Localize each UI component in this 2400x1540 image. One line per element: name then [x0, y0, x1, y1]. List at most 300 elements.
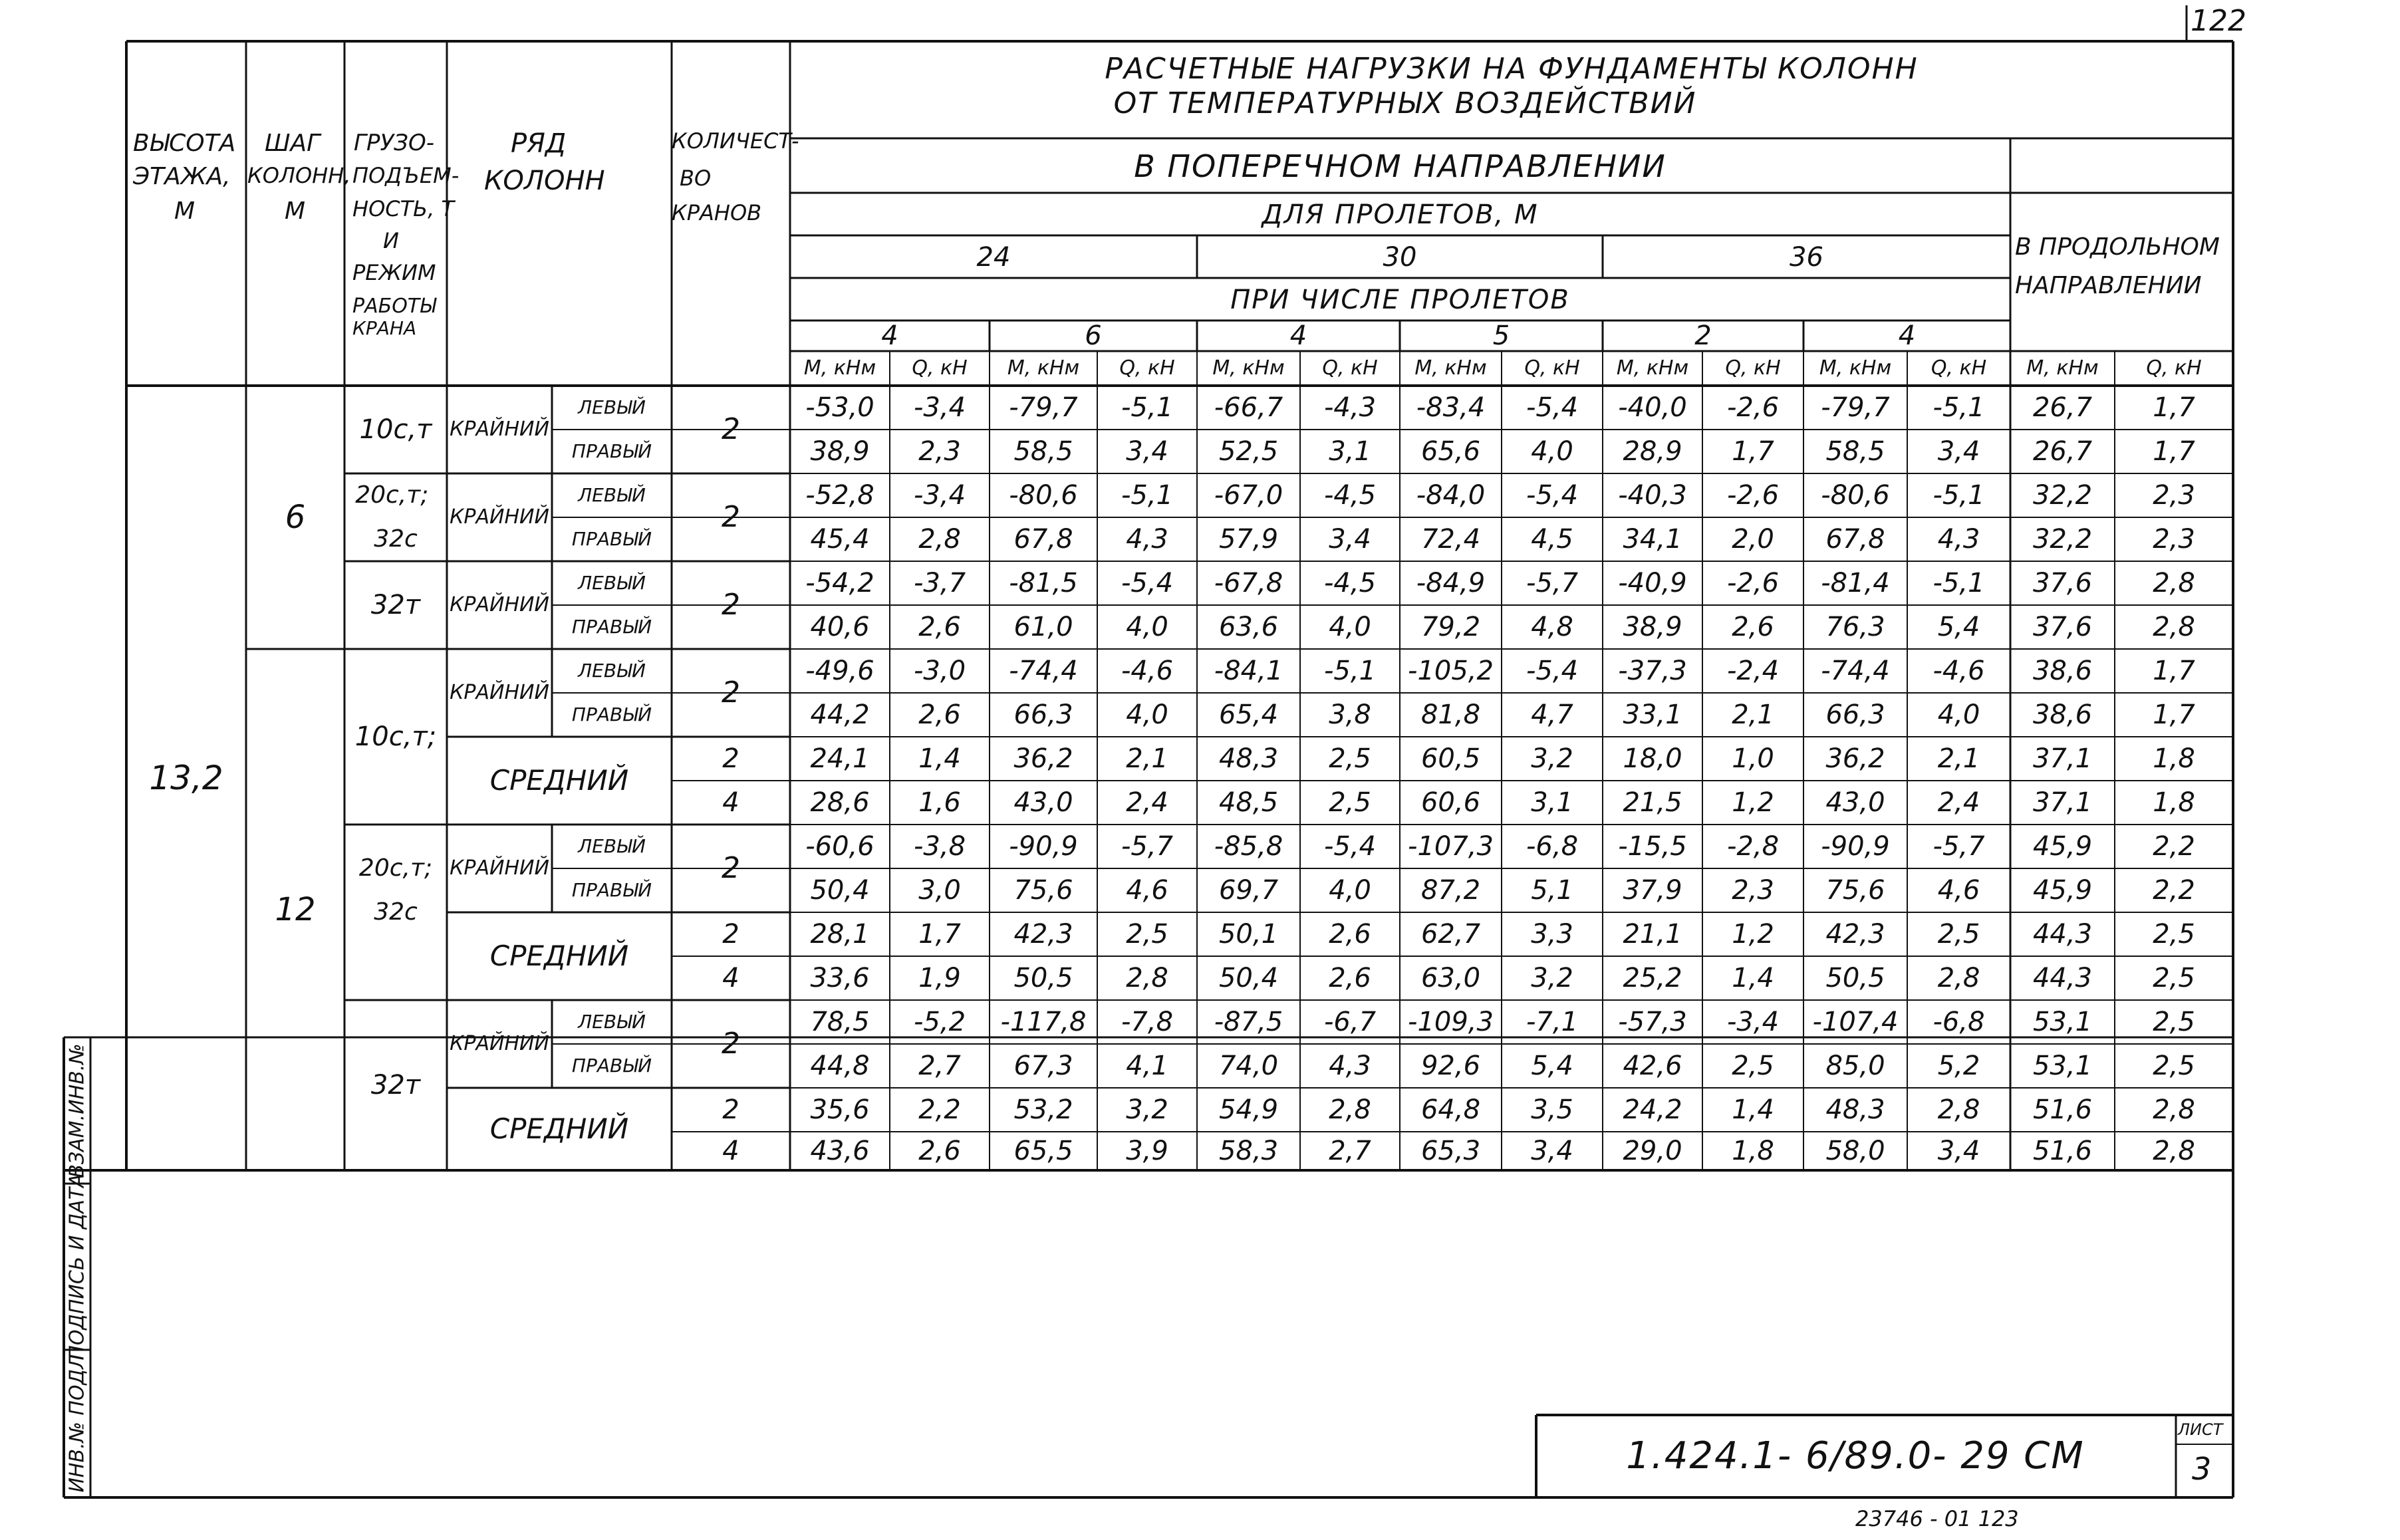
row-right: ПРАВЫЙ	[571, 440, 652, 462]
stamp-code: 1.424.1- 6/89.0- 29 СМ	[1626, 1434, 2085, 1477]
table-cell: 4,0	[1937, 700, 1980, 730]
table-cell: -4,5	[1323, 568, 1377, 598]
table-cell: 32,2	[2032, 480, 2093, 511]
side-label-signature: ПОДПИСЬ И ДАТА	[65, 1173, 89, 1360]
table-cell: -5,4	[1526, 392, 1579, 423]
table-cell: 1,6	[918, 787, 961, 818]
table-cell: -80,6	[1009, 480, 1078, 511]
unit-label: М, кНм	[1414, 356, 1487, 380]
table-cell: 4,6	[1126, 875, 1168, 906]
table-cell: 2,4	[1937, 787, 1980, 818]
height-value: 13,2	[149, 759, 223, 797]
table-cell: 60,6	[1420, 787, 1481, 818]
table-cell: 21,1	[1623, 919, 1682, 950]
table-cell: 3,1	[1329, 436, 1371, 467]
table-cell: 42,3	[1825, 919, 1885, 950]
table-cell: 52,5	[1218, 436, 1279, 467]
table-cell: 26,7	[2032, 436, 2093, 467]
span-count-value: 2	[1694, 321, 1712, 351]
row-left: ЛЕВЫЙ	[578, 660, 646, 682]
table-cell: 37,6	[2032, 612, 2093, 642]
table-cell: -117,8	[1000, 1007, 1087, 1037]
table-cell: 3,8	[1329, 700, 1371, 730]
table-cell: 2,8	[2153, 1094, 2195, 1125]
table-cell: 1,4	[1732, 963, 1774, 993]
capacity-value: 10с,т;	[354, 721, 437, 752]
table-cell: -5,1	[1121, 392, 1174, 423]
table-cell: 3,4	[1531, 1136, 1573, 1166]
table-cell: 3,2	[1126, 1094, 1168, 1125]
table-cell: 5,4	[1937, 612, 1980, 642]
table-cell: 4,0	[1126, 612, 1168, 642]
header-capacity-3: НОСТЬ, Т	[352, 196, 454, 221]
table-cell: 2,8	[1937, 1094, 1980, 1125]
table-cell: 35,6	[810, 1094, 870, 1125]
table-cell: 50,5	[1825, 963, 1885, 993]
unit-label: Q, кН	[1119, 356, 1175, 380]
table-cell: -2,8	[1726, 831, 1780, 862]
header-span-24: 24	[976, 242, 1011, 273]
table-cell: 1,7	[918, 919, 961, 950]
row-middle: СРЕДНИЙ	[489, 940, 629, 972]
unit-label: М, кНм	[2026, 356, 2099, 380]
table-cell: -81,5	[1009, 568, 1078, 598]
table-cell: 44,3	[2032, 963, 2093, 993]
table-cell: 2,1	[1937, 743, 1980, 774]
table-cell: -5,7	[1121, 831, 1174, 862]
table-cell: 1,0	[1732, 743, 1774, 774]
table-cell: 2,8	[2153, 612, 2195, 642]
unit-label: М, кНм	[1007, 356, 1080, 380]
table-cell: 2,6	[1329, 919, 1371, 950]
table-cell: 1,7	[2153, 392, 2195, 423]
table-cell: 44,8	[810, 1051, 870, 1081]
table-cell: 4,3	[1937, 524, 1980, 555]
step-value: 6	[285, 499, 306, 536]
crane-count: 2	[722, 851, 740, 885]
table-cell: 24,1	[810, 743, 870, 774]
table-cell: 53,2	[1013, 1094, 1073, 1125]
crane-count: 4	[722, 1136, 739, 1166]
side-label-replacement: ВЗАМ.ИНВ.№	[65, 1043, 89, 1178]
table-cell: 2,5	[2153, 1051, 2195, 1081]
header-row-1: РЯД	[511, 128, 567, 159]
table-cell: 3,4	[1126, 436, 1168, 467]
table-cell: -85,8	[1214, 831, 1283, 862]
table-cell: -2,6	[1726, 568, 1780, 598]
table-cell: -87,5	[1214, 1007, 1283, 1037]
table-cell: 50,4	[810, 875, 870, 906]
crane-count: 2	[722, 500, 740, 534]
table-cell: 1,7	[1732, 436, 1774, 467]
table-cell: -5,2	[913, 1007, 966, 1037]
header-step-2: КОЛОНН,	[247, 163, 351, 188]
span-count-value: 4	[881, 321, 898, 351]
table-cell: -79,7	[1009, 392, 1078, 423]
table-cell: 2,3	[2153, 524, 2195, 555]
row-extreme: КРАЙНИЙ	[450, 1032, 549, 1055]
table-cell: 34,1	[1623, 524, 1682, 555]
table-cell: 72,4	[1420, 524, 1481, 555]
span-count-value: 6	[1085, 321, 1102, 351]
table-cell: 65,4	[1218, 700, 1279, 730]
crane-count: 2	[722, 1027, 740, 1061]
table-cell: 2,5	[1937, 919, 1980, 950]
table-cell: 2,3	[918, 436, 961, 467]
table-cell: 1,2	[1732, 919, 1774, 950]
row-extreme: КРАЙНИЙ	[450, 856, 549, 880]
table-cell: 1,2	[1732, 787, 1774, 818]
table-cell: 44,3	[2032, 919, 2093, 950]
table-cell: 65,5	[1013, 1136, 1073, 1166]
table-cell: 51,6	[2032, 1136, 2093, 1166]
table-cell: 2,8	[1126, 963, 1168, 993]
table-cell: 28,6	[810, 787, 870, 818]
table-cell: 37,9	[1623, 875, 1682, 906]
table-cell: -54,2	[805, 568, 874, 598]
table-cell: -3,8	[913, 831, 966, 862]
table-cell: 65,6	[1420, 436, 1481, 467]
table-cell: 48,5	[1218, 787, 1279, 818]
crane-count: 2	[722, 743, 739, 774]
table-cell: 21,5	[1623, 787, 1682, 818]
row-right: ПРАВЫЙ	[571, 616, 652, 638]
table-cell: -84,9	[1416, 568, 1486, 598]
bottom-number: 23746 - 01 123	[1855, 1506, 2019, 1531]
header-step-3: М	[285, 197, 306, 225]
step-value: 12	[275, 891, 316, 928]
table-cell: 2,7	[918, 1051, 961, 1081]
table-cell: 4,7	[1531, 700, 1573, 730]
table-cell: 58,3	[1218, 1136, 1279, 1166]
span-count-value: 4	[1289, 321, 1307, 351]
table-cell: 58,0	[1825, 1136, 1885, 1166]
table-cell: 29,0	[1623, 1136, 1682, 1166]
table-cell: 58,5	[1825, 436, 1885, 467]
row-extreme: КРАЙНИЙ	[450, 681, 549, 704]
header-capacity-7: КРАНА	[352, 317, 417, 339]
table-cell: 60,5	[1420, 743, 1481, 774]
table-cell: -6,8	[1526, 831, 1579, 862]
table-cell: 4,6	[1937, 875, 1980, 906]
table-cell: 2,2	[918, 1094, 961, 1125]
table-cell: 3,9	[1126, 1136, 1168, 1166]
table-cell: -67,8	[1214, 568, 1283, 598]
table-cell: -84,1	[1214, 656, 1283, 686]
table-cell: 1,4	[918, 743, 961, 774]
table-cell: 3,2	[1531, 963, 1573, 993]
table-cell: 45,9	[2032, 875, 2093, 906]
table-cell: -37,3	[1618, 656, 1687, 686]
table-cell: 28,9	[1623, 436, 1682, 467]
row-middle: СРЕДНИЙ	[489, 1112, 629, 1145]
table-cell: 18,0	[1623, 743, 1682, 774]
table-cell: -40,9	[1618, 568, 1687, 598]
header-longitudinal-1: В ПРОДОЛЬНОМ	[2015, 233, 2220, 261]
table-cell: 2,8	[918, 524, 961, 555]
table-cell: 51,6	[2032, 1094, 2093, 1125]
unit-label: М, кНм	[1616, 356, 1689, 380]
capacity-value: 32т	[370, 590, 421, 620]
table-cell: -80,6	[1821, 480, 1890, 511]
table-cell: 75,6	[1013, 875, 1073, 906]
table-cell: 45,4	[810, 524, 870, 555]
table-cell: -5,7	[1933, 831, 1985, 862]
table-cell: 43,6	[810, 1136, 870, 1166]
table-cell: 4,3	[1126, 524, 1168, 555]
table-cell: 2,2	[2153, 831, 2195, 862]
table-cell: 26,7	[2032, 392, 2093, 423]
header-height-2: ЭТАЖА,	[133, 163, 231, 190]
table-cell: 3,4	[1937, 436, 1980, 467]
table-cell: -81,4	[1821, 568, 1890, 598]
table-cell: 42,6	[1623, 1051, 1682, 1081]
table-cell: 3,1	[1531, 787, 1573, 818]
header-row-2: КОЛОНН	[484, 166, 605, 196]
table-cell: -6,8	[1933, 1007, 1985, 1037]
table-cell: 1,4	[1732, 1094, 1774, 1125]
span-count-value: 5	[1492, 321, 1510, 351]
unit-label: Q, кН	[1725, 356, 1781, 380]
table-cell: 5,2	[1937, 1051, 1980, 1081]
table-cell: 1,8	[1732, 1136, 1774, 1166]
table-cell: -7,1	[1526, 1007, 1579, 1037]
table-cell: 38,6	[2032, 656, 2093, 686]
table-cell: 2,8	[2153, 568, 2195, 598]
table-cell: 53,1	[2032, 1007, 2093, 1037]
table-cell: -7,8	[1121, 1007, 1174, 1037]
table-cell: -57,3	[1618, 1007, 1687, 1037]
table-cell: 74,0	[1218, 1051, 1279, 1081]
table-cell: 62,7	[1420, 919, 1481, 950]
table-cell: 87,2	[1420, 875, 1481, 906]
table-cell: -53,0	[805, 392, 874, 423]
header-cranes-3: КРАНОВ	[672, 200, 762, 225]
table-cell: 67,3	[1013, 1051, 1073, 1081]
table-cell: -5,1	[1933, 392, 1985, 423]
table-cell: 2,0	[1732, 524, 1774, 555]
table-cell: 2,6	[918, 700, 961, 730]
table-cell: 1,7	[2153, 700, 2195, 730]
table-cell: -2,6	[1726, 480, 1780, 511]
table-cell: -4,6	[1121, 656, 1174, 686]
table-cell: 5,1	[1531, 875, 1573, 906]
table-cell: 2,4	[1126, 787, 1168, 818]
stamp-sheet-number: 3	[2192, 1451, 2212, 1487]
header-height-3: М	[174, 197, 196, 225]
table-cell: 65,3	[1420, 1136, 1481, 1166]
table-cell: -6,7	[1323, 1007, 1377, 1037]
table-cell: 57,9	[1218, 524, 1279, 555]
table-cell: 3,5	[1531, 1094, 1573, 1125]
table-cell: 33,1	[1623, 700, 1682, 730]
row-left: ЛЕВЫЙ	[578, 835, 646, 857]
table-cell: 40,6	[810, 612, 870, 642]
table-cell: 1,8	[2153, 743, 2195, 774]
table-cell: 61,0	[1013, 612, 1073, 642]
header-spans: ДЛЯ ПРОЛЕТОВ, М	[1262, 199, 1539, 230]
table-cell: -66,7	[1214, 392, 1283, 423]
table-cell: 2,6	[918, 1136, 961, 1166]
table-cell: 25,2	[1623, 963, 1682, 993]
table-cell: -60,6	[805, 831, 874, 862]
table-cell: 76,3	[1825, 612, 1885, 642]
table-cell: 2,5	[2153, 919, 2195, 950]
table-cell: -74,4	[1009, 656, 1078, 686]
table-cell: 2,3	[1732, 875, 1774, 906]
table-cell: 1,7	[2153, 656, 2195, 686]
header-cranes-2: ВО	[680, 166, 712, 191]
table-cell: 4,0	[1531, 436, 1573, 467]
table-cell: 50,1	[1218, 919, 1279, 950]
table-cell: 69,7	[1218, 875, 1279, 906]
table-cell: 48,3	[1218, 743, 1279, 774]
table-cell: -40,0	[1618, 392, 1687, 423]
row-right: ПРАВЫЙ	[571, 528, 652, 550]
table-cell: 53,1	[2032, 1051, 2093, 1081]
table-cell: 2,5	[1126, 919, 1168, 950]
table-cell: -90,9	[1821, 831, 1890, 862]
table-cell: 2,8	[1329, 1094, 1371, 1125]
table-cell: -15,5	[1618, 831, 1687, 862]
table-cell: -4,3	[1323, 392, 1377, 423]
table-cell: 2,2	[2153, 875, 2195, 906]
table-cell: -5,1	[1121, 480, 1174, 511]
row-left: ЛЕВЫЙ	[578, 572, 646, 594]
table-cell: -3,4	[1726, 1007, 1780, 1037]
table-title-line2: ОТ ТЕМПЕРАТУРНЫХ ВОЗДЕЙСТВИЙ	[1113, 86, 1697, 120]
unit-label: Q, кН	[912, 356, 968, 380]
table-cell: -84,0	[1416, 480, 1486, 511]
table-cell: -3,0	[913, 656, 966, 686]
table-cell: 43,0	[1825, 787, 1885, 818]
table-cell: 44,2	[810, 700, 870, 730]
table-cell: 37,1	[2032, 743, 2093, 774]
table-cell: 4,0	[1329, 612, 1371, 642]
table-cell: 2,5	[1329, 743, 1371, 774]
header-capacity-5: РЕЖИМ	[352, 260, 436, 285]
table-cell: 50,5	[1013, 963, 1073, 993]
unit-label: Q, кН	[1931, 356, 1987, 380]
span-count-value: 4	[1898, 321, 1916, 351]
capacity-value: 20с,т;	[355, 481, 436, 509]
table-cell: -5,4	[1526, 480, 1579, 511]
crane-count: 2	[722, 676, 740, 709]
table-cell: 2,6	[918, 612, 961, 642]
table-cell: -4,6	[1933, 656, 1985, 686]
table-cell: 4,0	[1126, 700, 1168, 730]
table-cell: -107,3	[1408, 831, 1494, 862]
table-cell: 66,3	[1013, 700, 1073, 730]
side-label-inventory: ИНВ.№ ПОДЛ	[65, 1353, 89, 1493]
header-transverse: В ПОПЕРЕЧНОМ НАПРАВЛЕНИИ	[1134, 148, 1667, 184]
table-cell: -67,0	[1214, 480, 1283, 511]
header-span-30: 30	[1383, 242, 1417, 273]
table-cell: 43,0	[1013, 787, 1073, 818]
capacity-value: 10с,т	[359, 414, 432, 445]
table-cell: 3,4	[1329, 524, 1371, 555]
table-cell: 38,6	[2032, 700, 2093, 730]
table-cell: 64,8	[1420, 1094, 1481, 1125]
table-cell: 2,8	[2153, 1136, 2195, 1166]
table-cell: -40,3	[1618, 480, 1687, 511]
row-right: ПРАВЫЙ	[571, 1055, 652, 1077]
table-cell: -5,1	[1933, 568, 1985, 598]
table-cell: 85,0	[1825, 1051, 1885, 1081]
header-cranes-1: КОЛИЧЕСТ-	[672, 128, 799, 154]
table-cell: 78,5	[810, 1007, 870, 1037]
header-capacity-2: ПОДЪЕМ-	[352, 163, 460, 188]
table-cell: 33,6	[810, 963, 870, 993]
row-extreme: КРАЙНИЙ	[450, 505, 549, 529]
unit-label: М, кНм	[803, 356, 876, 380]
table-cell: 63,0	[1420, 963, 1481, 993]
unit-label: Q, кН	[2146, 356, 2202, 380]
table-cell: -5,1	[1933, 480, 1985, 511]
unit-label: Q, кН	[1524, 356, 1580, 380]
header-span-count: ПРИ ЧИСЛЕ ПРОЛЕТОВ	[1230, 285, 1570, 315]
table-cell: -5,7	[1526, 568, 1579, 598]
table-cell: 1,8	[2153, 787, 2195, 818]
table-cell: 1,7	[2153, 436, 2195, 467]
capacity-value: 32с	[374, 898, 418, 926]
table-cell: 67,8	[1825, 524, 1885, 555]
table-cell: 2,1	[1732, 700, 1774, 730]
table-cell: 4,8	[1531, 612, 1573, 642]
table-cell: -107,4	[1812, 1007, 1899, 1037]
table-cell: -83,4	[1416, 392, 1486, 423]
table-cell: 42,3	[1013, 919, 1073, 950]
table-cell: 2,6	[1329, 963, 1371, 993]
table-cell: -90,9	[1009, 831, 1078, 862]
table-cell: -49,6	[805, 656, 874, 686]
capacity-value: 32с	[374, 525, 418, 553]
table-cell: -5,4	[1526, 656, 1579, 686]
table-cell: 28,1	[810, 919, 870, 950]
row-left: ЛЕВЫЙ	[578, 396, 646, 418]
stamp-sheet-label: ЛИСТ	[2178, 1420, 2223, 1439]
table-cell: -3,4	[913, 392, 966, 423]
table-cell: 3,2	[1531, 743, 1573, 774]
unit-label: М, кНм	[1212, 356, 1285, 380]
table-cell: 92,6	[1420, 1051, 1481, 1081]
header-capacity-4: И	[383, 228, 399, 253]
unit-label: Q, кН	[1322, 356, 1378, 380]
header-capacity-6: РАБОТЫ	[352, 295, 436, 318]
table-cell: -4,5	[1323, 480, 1377, 511]
table-cell: -3,7	[913, 568, 966, 598]
table-cell: 50,4	[1218, 963, 1279, 993]
table-cell: 36,2	[1825, 743, 1885, 774]
table-cell: 3,3	[1531, 919, 1573, 950]
row-left: ЛЕВЫЙ	[578, 1011, 646, 1033]
table-cell: 2,5	[2153, 1007, 2195, 1037]
table-cell: 2,5	[1329, 787, 1371, 818]
table-cell: 37,6	[2032, 568, 2093, 598]
table-cell: 4,3	[1329, 1051, 1371, 1081]
table-cell: 3,4	[1937, 1136, 1980, 1166]
table-cell: 4,5	[1531, 524, 1573, 555]
table-cell: 4,1	[1126, 1051, 1168, 1081]
header-capacity-1: ГРУЗО-	[354, 130, 434, 156]
row-left: ЛЕВЫЙ	[578, 484, 646, 506]
table-cell: 38,9	[1623, 612, 1682, 642]
table-cell: 81,8	[1420, 700, 1481, 730]
row-middle: СРЕДНИЙ	[489, 764, 629, 797]
table-cell: -79,7	[1821, 392, 1890, 423]
row-right: ПРАВЫЙ	[571, 879, 652, 901]
table-cell: 54,9	[1218, 1094, 1279, 1125]
